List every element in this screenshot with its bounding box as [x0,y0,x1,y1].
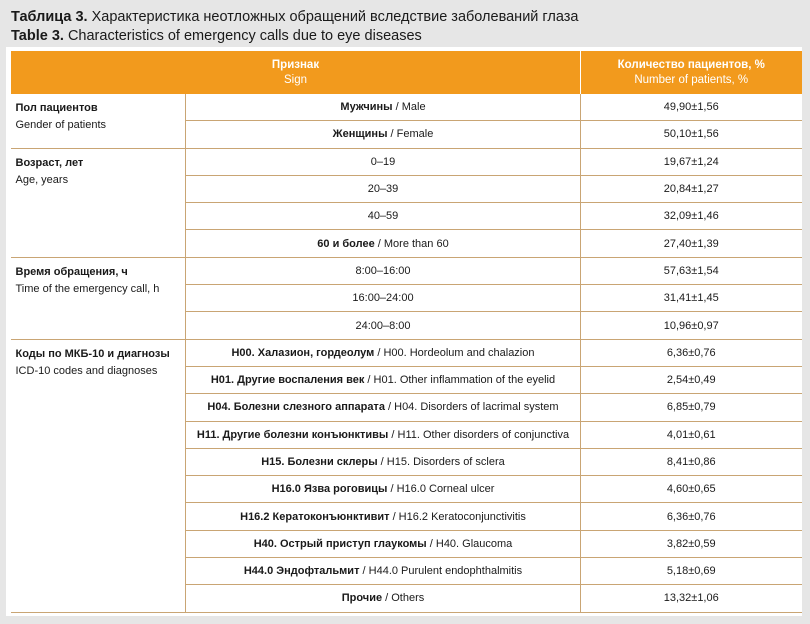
value-cell: 20,84±1,27 [581,175,802,202]
sign-en: 0–19 [370,155,396,168]
sign-cell [186,585,581,612]
sign-cell [186,421,581,448]
group-label [11,339,186,612]
value-cell: 6,36±0,76 [581,503,802,530]
table-caption [11,8,578,46]
sign-en: / H44.0 Purulent endophthalmitis [359,565,523,578]
sign-ru: Мужчины [340,101,393,114]
group-label [11,94,186,148]
sign-cell [186,121,581,148]
sign-en: / More than 60 [374,237,449,250]
group-label [11,148,186,257]
table-body [11,94,802,612]
group-label-ru: Возраст, лет [15,156,84,169]
group-label [11,257,186,339]
group-label-ru: Коды по МКБ-10 и диагнозы [15,347,170,360]
value-cell: 32,09±1,46 [581,203,802,230]
sign-en: 8:00–16:00 [355,264,411,277]
sign-cell [186,394,581,421]
sign-cell [186,448,581,475]
header-sign: Признак Sign [11,51,581,94]
sign-ru: H16.0 Язва роговицы [271,483,388,496]
sign-en: 40–59 [367,210,399,223]
sign-cell [186,94,581,121]
value-cell: 19,67±1,24 [581,148,802,175]
group-label-en: Age, years [15,173,69,186]
sign-en: / H11. Other disorders of conjunctiva [388,428,570,441]
sign-ru: H04. Болезни слезного аппарата [207,401,385,414]
table-frame [6,47,802,616]
group-label-en: ICD-10 codes and diagnoses [15,364,158,377]
sign-cell [186,257,581,284]
value-cell: 5,18±0,69 [581,558,802,585]
sign-cell [186,285,581,312]
sign-en: / Others [382,592,425,605]
value-cell: 10,96±0,97 [581,312,802,339]
sign-cell [186,366,581,393]
group-label-ru: Пол пациентов [15,102,98,114]
header-count: Количество пациентов, % Number of patients, % [581,51,802,94]
sign-cell [186,530,581,557]
sign-ru: H16.2 Кератоконъюнктивит [240,510,390,523]
value-cell: 4,60±0,65 [581,476,802,503]
sign-en: 20–39 [367,183,399,196]
sign-cell [186,175,581,202]
value-cell: 3,82±0,59 [581,530,802,557]
sign-en: / H40. Glaucoma [426,537,513,550]
sign-cell [186,203,581,230]
sign-en: / Male [392,101,426,114]
sign-cell [186,339,581,366]
caption-ru: Таблица 3. Характеристика неотложных обращений вследствие заболеваний глаза [11,9,579,25]
sign-en: / H04. Disorders of lacrimal system [384,401,559,414]
sign-cell [186,503,581,530]
sign-ru: Женщины [332,128,388,141]
sign-ru: H40. Острый приступ глаукомы [253,537,427,550]
sign-ru: H01. Другие воспаления век [210,374,365,387]
value-cell: 4,01±0,61 [581,421,802,448]
sign-ru: Прочие [341,592,383,605]
sign-ru: H11. Другие болезни конъюнктивы [196,428,389,441]
sign-ru: 60 и более [317,237,375,250]
sign-cell [186,230,581,257]
sign-en: / Female [387,128,434,141]
sign-en: / H01. Other inflammation of the eyelid [364,374,556,387]
sign-en: / H16.2 Keratoconjunctivitis [389,510,526,523]
sign-en: 16:00–24:00 [352,292,414,305]
sign-ru: H00. Халазион, гордеолум [231,346,375,359]
group-label-en: Gender of patients [15,119,107,131]
sign-cell [186,312,581,339]
value-cell: 6,85±0,79 [581,394,802,421]
value-cell: 31,41±1,45 [581,285,802,312]
sign-cell [186,476,581,503]
sign-en: 24:00–8:00 [355,319,411,332]
group-label-en: Time of the emergency call, h [15,282,160,295]
sign-ru: H44.0 Эндофтальмит [243,565,360,578]
sign-en: / H16.0 Corneal ulcer [387,483,495,496]
group-label-ru: Время обращения, ч [15,265,128,278]
value-cell: 27,40±1,39 [581,230,802,257]
table-row [11,339,802,366]
sign-ru: H15. Болезни склеры [261,456,378,468]
value-cell: 50,10±1,56 [581,121,802,148]
table-row [11,257,802,284]
value-cell: 6,36±0,76 [581,339,802,366]
sign-cell [186,558,581,585]
sign-en: / H00. Hordeolum and chalazion [374,346,535,359]
sign-cell [186,148,581,175]
value-cell: 49,90±1,56 [581,94,802,121]
table-row [11,94,802,121]
sign-en: / H15. Disorders of sclera [377,456,505,468]
header-row [11,51,802,94]
data-table [10,51,802,613]
value-cell: 13,32±1,06 [581,585,802,612]
table-row [11,148,802,175]
value-cell: 57,63±1,54 [581,257,802,284]
value-cell: 8,41±0,86 [581,448,802,475]
value-cell: 2,54±0,49 [581,366,802,393]
caption-en: Table 3. Characteristics of emergency calls due to eye diseases [11,28,422,44]
